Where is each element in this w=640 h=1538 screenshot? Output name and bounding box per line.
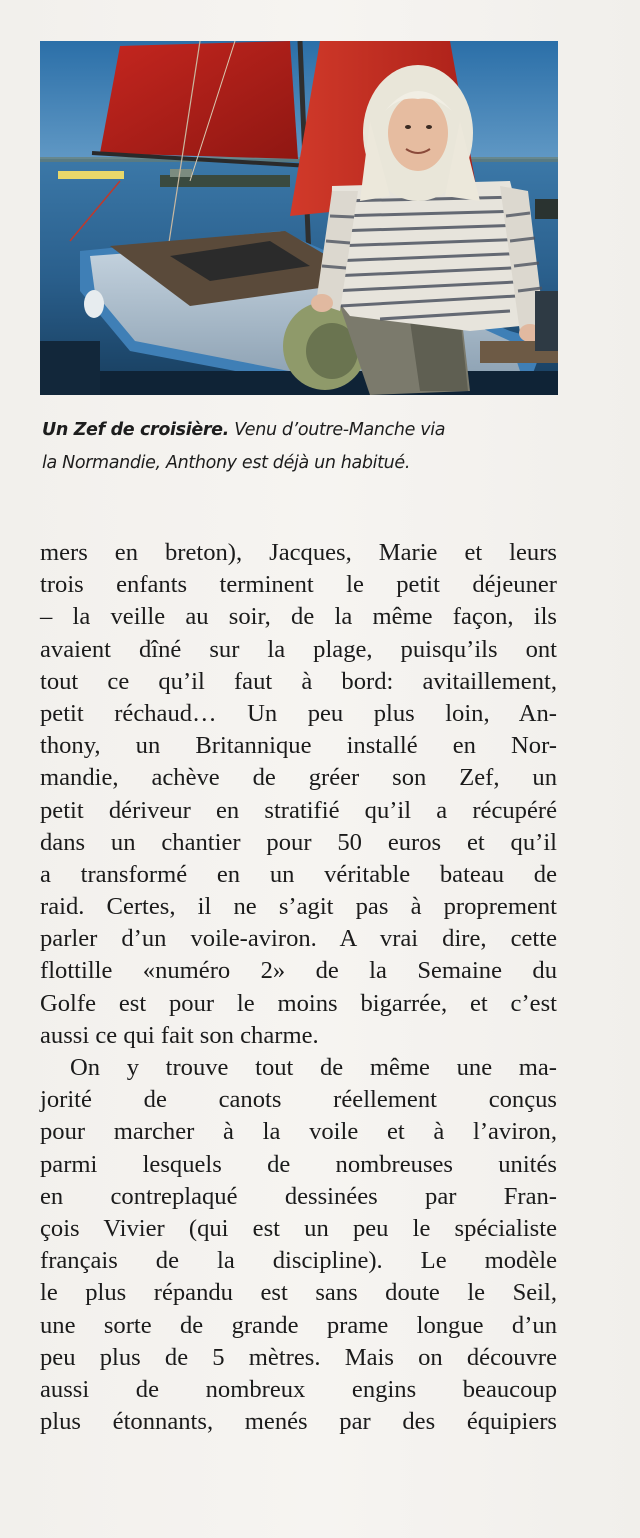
text-line: aussi ce qui fait son charme. xyxy=(40,1021,319,1049)
text-line: trois enfants terminent le petit déjeuner xyxy=(40,571,557,599)
text-line: mandie, achève de gréer son Zef, un xyxy=(40,764,557,792)
text-line: çois Vivier (qui est un peu le spécialiste xyxy=(40,1214,557,1242)
text-line: plus étonnants, menés par des équipiers xyxy=(40,1408,557,1436)
text-line: le plus répandu est sans doute le Seil, xyxy=(40,1279,557,1307)
paragraph-1 xyxy=(40,537,557,1052)
text-line: une sorte de grande prame longue d’un xyxy=(40,1311,557,1339)
text-line: thony, un Britannique installé en Nor- xyxy=(40,732,557,760)
text-line: en contreplaqué dessinées par Fran- xyxy=(40,1182,557,1210)
text-line: jorité de canots réellement conçus xyxy=(40,1086,557,1114)
photo-caption xyxy=(42,414,572,480)
sailboat-photo-illustration xyxy=(40,41,558,395)
paragraph-2 xyxy=(40,1052,557,1438)
text-line: dans un chantier pour 50 euros et qu’il xyxy=(40,828,557,856)
article-body xyxy=(40,537,557,1438)
text-line: parmi lesquels de nombreuses unités xyxy=(40,1150,557,1178)
text-line: parler d’un voile-aviron. A vrai dire, cette xyxy=(40,925,557,953)
caption-line-1 xyxy=(42,414,572,447)
text-line: français de la discipline). Le modèle xyxy=(40,1247,557,1275)
caption-line-1-rest: Venu d’outre-Manche via xyxy=(228,420,446,440)
text-line: peu plus de 5 mètres. Mais on découvre xyxy=(40,1343,557,1371)
text-line: petit réchaud… Un peu plus loin, An- xyxy=(40,699,557,727)
text-line: a transformé en un véritable bateau de xyxy=(40,860,557,888)
text-line: raid. Certes, il ne s’agit pas à proprement xyxy=(40,893,557,921)
text-line: On y trouve tout de même une ma- xyxy=(70,1054,557,1081)
text-line: flottille «numéro 2» de la Semaine du xyxy=(40,957,557,985)
article-photo xyxy=(40,41,558,395)
text-line: aussi de nombreux engins beaucoup xyxy=(40,1375,557,1403)
text-line: mers en breton), Jacques, Marie et leurs xyxy=(40,539,557,566)
text-line: avaient dîné sur la plage, puisqu’ils ont xyxy=(40,635,557,663)
caption-line-2: la Normandie, Anthony est déjà un habitué. xyxy=(42,453,411,473)
text-line: pour marcher à la voile et à l’aviron, xyxy=(40,1118,557,1146)
text-line: Golfe est pour le moins bigarrée, et c’est xyxy=(40,989,557,1017)
text-line: – la veille au soir, de la même façon, ils xyxy=(40,603,557,631)
text-line: petit dériveur en stratifié qu’il a récupéré xyxy=(40,796,557,824)
caption-lead: Un Zef de croisière. xyxy=(42,420,229,440)
text-line: tout ce qu’il faut à bord: avitaillement, xyxy=(40,667,557,695)
